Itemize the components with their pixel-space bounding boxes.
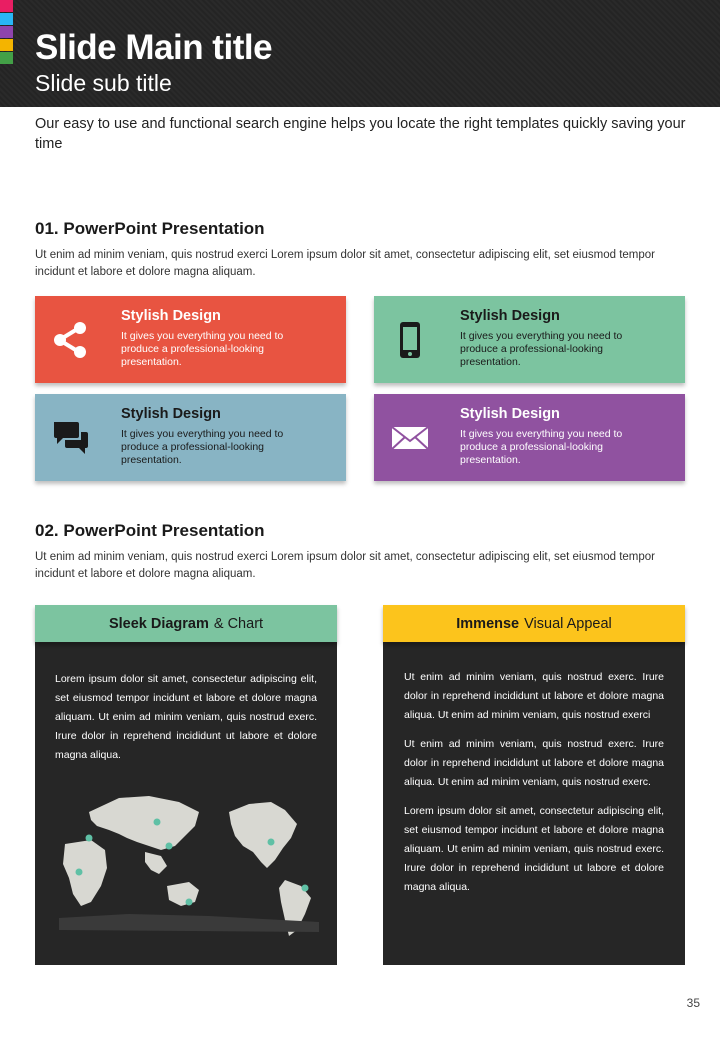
section2-text: Ut enim ad minim veniam, quis nostrud exerci Lorem ipsum dolor sit amet, consectetur adipiscing elit, set eiusmod tempor incidunt et labore et dolore magna aliquam. <box>35 551 655 580</box>
strip-yellow <box>0 39 13 51</box>
card-text: It gives you everything you need to produce a professional-looking presentation. <box>460 330 623 368</box>
panel-title-bold: Immense <box>456 615 520 632</box>
page-title: Slide Main title <box>35 28 273 67</box>
card-phone <box>374 296 685 383</box>
card-text: It gives you everything you need to produce a professional-looking presentation. <box>460 428 623 466</box>
card-share <box>35 296 346 383</box>
panel-header <box>35 605 337 642</box>
panel-header <box>383 605 685 642</box>
panel-body <box>383 642 685 965</box>
strip-blue <box>0 13 13 25</box>
slide-header <box>0 0 720 107</box>
chat-icon <box>51 418 91 458</box>
share-icon <box>51 320 91 360</box>
page-number: 35 <box>686 996 700 1010</box>
card-title: Stylish Design <box>460 308 560 324</box>
section1-title: 01. PowerPoint Presentation <box>35 219 265 238</box>
color-strip <box>0 0 13 65</box>
mail-icon <box>390 418 430 458</box>
panel-paragraph: Ut enim ad minim veniam, quis nostrud exerc. Irure dolor in reprehend incididunt ut labore et dolore magna aliqua. Ut enim ad minim veniam, quis nostrud exerc. <box>404 738 664 788</box>
page-subtitle: Slide sub title <box>35 70 172 96</box>
panel-title-bold: Sleek Diagram <box>108 615 209 632</box>
strip-green <box>0 52 13 64</box>
panel-body <box>35 642 337 965</box>
section2-title: 02. PowerPoint Presentation <box>35 521 265 540</box>
intro-text: Our easy to use and functional search engine helps you locate the right templates quickly saving your time <box>35 116 686 152</box>
panel-sleek-diagram <box>35 605 337 965</box>
strip-pink <box>0 0 13 12</box>
card-text: It gives you everything you need to produce a professional-looking presentation. <box>121 428 284 466</box>
panel-text: Lorem ipsum dolor sit amet, consectetur adipiscing elit, set eiusmod tempor incidunt et labore et dolore magna aliquam. Ut enim ad minim veniam, quis nostrud exerc. Irure dolor in reprehend incididunt ut labore et dolore magna aliqua. <box>55 673 317 761</box>
panel-visual-appeal <box>383 605 685 965</box>
card-chat <box>35 394 346 481</box>
panel-paragraph: Lorem ipsum dolor sit amet, consectetur adipiscing elit, set eiusmod tempor incidunt et labore et dolore magna aliquam. Ut enim ad minim veniam, quis nostrud exerc. Irure dolor in reprehend incididunt ut labore et dolore magna aliqua. <box>404 805 664 893</box>
card-title: Stylish Design <box>460 406 560 422</box>
world-map-icon <box>49 790 324 945</box>
phone-icon <box>390 320 430 360</box>
card-title: Stylish Design <box>121 308 221 324</box>
section1-text: Ut enim ad minim veniam, quis nostrud exerci Lorem ipsum dolor sit amet, consectetur adipiscing elit, set eiusmod tempor incidunt et labore et dolore magna aliquam. <box>35 249 655 278</box>
card-mail <box>374 394 685 481</box>
panel-paragraph: Ut enim ad minim veniam, quis nostrud exerc. Irure dolor in reprehend incididunt ut labore et dolore magna aliqua. Ut enim ad minim veniam, quis nostrud exerci <box>404 671 664 721</box>
card-title: Stylish Design <box>121 406 221 422</box>
panel-title-rest: Visual Appeal <box>524 615 612 632</box>
panel-title-rest: & Chart <box>213 615 264 632</box>
strip-purple <box>0 26 13 38</box>
card-text: It gives you everything you need to produce a professional-looking presentation. <box>121 330 284 368</box>
